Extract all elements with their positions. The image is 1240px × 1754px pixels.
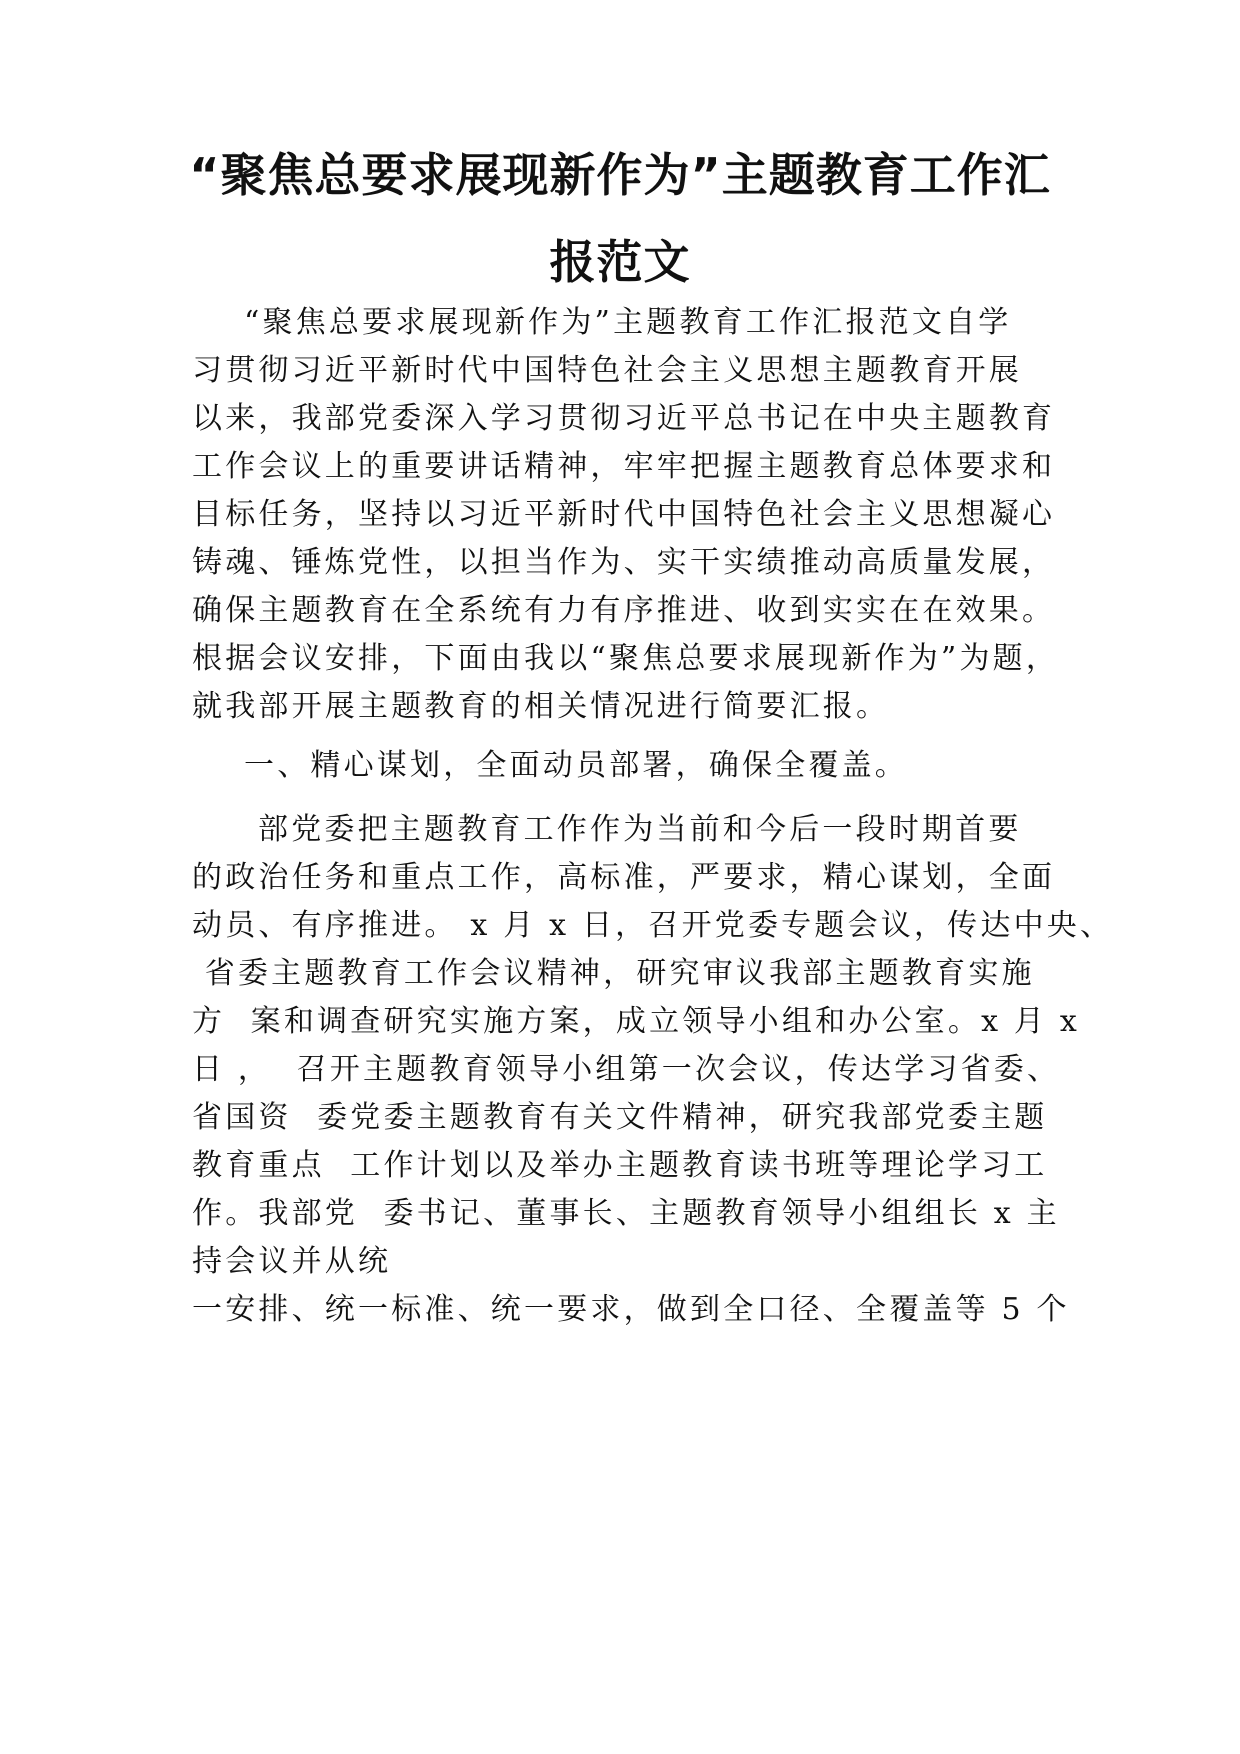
body-line: 方 案和调查研究实施方案，成立领导小组和办公室。x 月 x bbox=[192, 1004, 1080, 1039]
intro-line: 确保主题教育在全系统有力有序推进、收到实实在在效果。 bbox=[192, 593, 1056, 628]
section-heading: 一、精心谋划，全面动员部署，确保全覆盖。 bbox=[244, 748, 908, 783]
intro-line: 就我部开展主题教育的相关情况进行简要汇报。 bbox=[192, 689, 890, 724]
body-line: 部党委把主题教育工作作为当前和今后一段时期首要 bbox=[258, 812, 1022, 847]
intro-line: 习贯彻习近平新时代中国特色社会主义思想主题教育开展 bbox=[192, 353, 1022, 388]
intro-line: 铸魂、锤炼党性，以担当作为、实干实绩推动高质量发展， bbox=[192, 545, 1056, 580]
body-line: 的政治任务和重点工作，高标准，严要求，精心谋划，全面 bbox=[192, 860, 1056, 895]
intro-line: 以来，我部党委深入学习贯彻习近平总书记在中央主题教育 bbox=[192, 401, 1056, 436]
body-line: 持会议并从统 bbox=[192, 1244, 392, 1279]
intro-line: 工作会议上的重要讲话精神，牢牢把握主题教育总体要求和 bbox=[192, 449, 1056, 484]
document-title-line-1: “聚焦总要求展现新作为”主题教育工作汇 bbox=[189, 148, 1051, 202]
body-line: 日 ， 召开主题教育领导小组第一次会议，传达学习省委、 bbox=[192, 1052, 1061, 1087]
intro-line: 根据会议安排，下面由我以“聚焦总要求展现新作为”为题， bbox=[192, 641, 1060, 676]
body-line: 教育重点 工作计划以及举办主题教育读书班等理论学习工 bbox=[192, 1148, 1048, 1183]
body-line: 作。我部党 委书记、董事长、主题教育领导小组组长 x 主 bbox=[192, 1196, 1060, 1231]
body-line: 一安排、统一标准、统一要求，做到全口径、全覆盖等 5 个 bbox=[192, 1292, 1070, 1327]
body-line: 省国资 委党委主题教育有关文件精神，研究我部党委主题 bbox=[192, 1100, 1048, 1135]
intro-line: 目标任务，坚持以习近平新时代中国特色社会主义思想凝心 bbox=[192, 497, 1056, 532]
body-line: 动员、有序推进。 x 月 x 日，召开党委专题会议，传达中央、 bbox=[192, 908, 1114, 943]
body-line: 省委主题教育工作会议精神，研究审议我部主题教育实施 bbox=[192, 956, 1035, 991]
document-title-line-2: 报范文 bbox=[549, 235, 691, 289]
intro-line: “聚焦总要求展现新作为”主题教育工作汇报范文自学 bbox=[244, 305, 1012, 340]
